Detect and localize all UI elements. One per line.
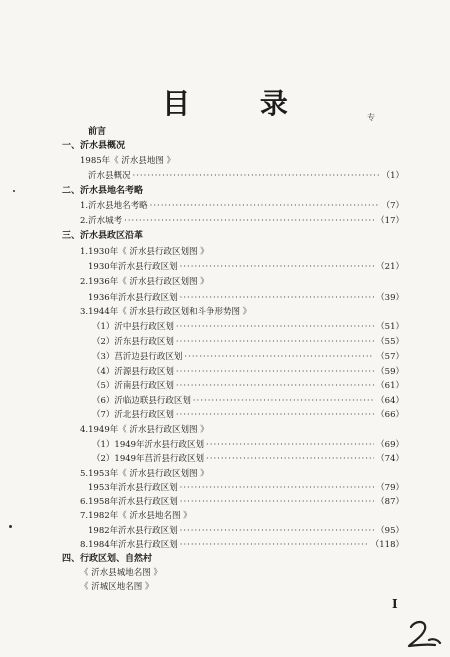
page-number: （7） xyxy=(381,201,404,211)
toc-entry: （6）沂临边联县行政区划 ····· （64） xyxy=(92,396,404,407)
dot-leader xyxy=(180,262,375,273)
toc-section-heading: 一、沂水县概况 xyxy=(62,141,126,151)
dot-leader xyxy=(180,293,375,304)
toc-entry: （4）沂源县行政区划 ····· （59） xyxy=(92,367,404,378)
toc-entry: （1）沂中县行政区划 ····· （51） xyxy=(92,322,404,333)
page-number: （95） xyxy=(376,526,404,536)
toc-section-heading: 三、沂水县政区沿革 xyxy=(62,231,144,241)
page-number: （39） xyxy=(376,293,404,303)
dot-leader xyxy=(150,201,380,212)
page-number: （21） xyxy=(376,262,404,272)
handwritten-page-mark xyxy=(405,618,443,650)
page-number: （61） xyxy=(376,381,404,391)
toc-entry: 1936年沂水县行政区划 ····· （39） xyxy=(88,293,404,304)
dot-leader xyxy=(176,337,374,348)
dot-leader xyxy=(133,171,380,182)
toc-entry: 前言 xyxy=(88,127,107,137)
page-number: （59） xyxy=(376,367,404,377)
toc-entry: 沂水县概况 ····· （1） xyxy=(88,171,404,182)
toc-entry: 1930年沂水县行政区划 ····· （21） xyxy=(88,262,404,273)
page-number: （55） xyxy=(376,337,404,347)
dot-leader xyxy=(206,454,374,465)
page-title: 目 录 xyxy=(162,87,318,120)
page-number: （118） xyxy=(370,540,404,550)
toc-entry: 2.1936年《 沂水县行政区划图 》 xyxy=(80,277,209,287)
dot-leader xyxy=(180,483,375,494)
page-number: （64） xyxy=(376,396,404,406)
toc-entry: 1.1930年《 沂水县行政区划图 》 xyxy=(80,247,209,257)
toc-entry: 8.1984年沂水县行政区划 ····· （118） xyxy=(80,540,404,551)
scan-speck xyxy=(9,525,12,528)
toc-entry: 7.1982年《 沂水县地名图 》 xyxy=(80,511,192,521)
toc-entry: 1982年沂水县行政区划 ····· （95） xyxy=(88,526,404,537)
page-number-roman: I xyxy=(392,597,398,611)
toc-entry: （2）1949年莒沂县行政区划 ····· （74） xyxy=(92,454,404,465)
dot-leader xyxy=(180,497,374,508)
page-number: （1） xyxy=(381,171,404,181)
dot-leader xyxy=(176,367,374,378)
page-number: （57） xyxy=(376,352,404,362)
page-number: （69） xyxy=(376,440,404,450)
toc-section-heading: 二、沂水县地名考略 xyxy=(62,186,144,196)
dot-leader xyxy=(184,352,374,363)
dot-leader xyxy=(206,440,374,451)
toc-entry: （2）沂东县行政区划 ····· （55） xyxy=(92,337,404,348)
toc-entry: （1）1949年沂水县行政区划 ····· （69） xyxy=(92,440,404,451)
toc-entry: 4.1949年《 沂水县行政区划图 》 xyxy=(80,425,209,435)
scan-speck xyxy=(13,190,15,192)
dot-leader xyxy=(176,322,374,333)
toc-entry: 5.1953年《 沂水县行政区划图 》 xyxy=(80,469,209,479)
dot-leader xyxy=(180,526,375,537)
toc-entry: 《 沂城区地名图 》 xyxy=(80,582,154,592)
dot-leader xyxy=(176,381,374,392)
toc-entry: 6.1958年沂水县行政区划 ····· （87） xyxy=(80,497,404,508)
dot-leader xyxy=(176,410,374,421)
toc-entry: 3.1944年《 沂水县行政区划和斗争形势图 》 xyxy=(80,307,252,317)
toc-entry: （7）沂北县行政区划 ····· （66） xyxy=(92,410,404,421)
page-number: （66） xyxy=(376,410,404,420)
toc-entry: 《 沂水县城地名图 》 xyxy=(80,568,162,578)
toc-entry: 1.沂水县地名考略 ····· （7） xyxy=(80,201,404,212)
corner-mark: 专 xyxy=(367,113,375,122)
dot-leader xyxy=(193,396,374,407)
toc-entry: 2.沂水城考 ····· （17） xyxy=(80,216,404,227)
dot-leader xyxy=(124,216,374,227)
dot-leader xyxy=(180,540,369,551)
page-number: （74） xyxy=(376,454,404,464)
toc-entry: （5）沂南县行政区划 ····· （61） xyxy=(92,381,404,392)
toc-entry: （3）莒沂边县行政区划 ····· （57） xyxy=(92,352,404,363)
toc-entry: 1985年《 沂水县地图 》 xyxy=(80,156,176,166)
page-number: （87） xyxy=(376,497,404,507)
page-number: （17） xyxy=(376,216,404,226)
toc-entry: 1953年沂水县行政区划 ····· （79） xyxy=(88,483,404,494)
toc-section-heading: 四、行政区划、自然村 xyxy=(62,554,153,564)
page-number: （79） xyxy=(376,483,404,493)
page-number: （51） xyxy=(376,322,404,332)
